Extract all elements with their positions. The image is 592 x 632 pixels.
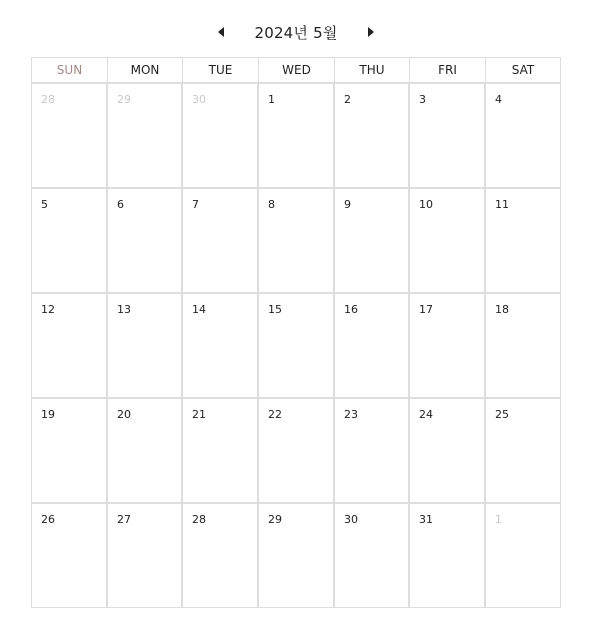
- day-number: 17: [419, 303, 433, 316]
- day-number: 29: [268, 513, 282, 526]
- weekday-fri: FRI: [410, 58, 486, 84]
- day-cell[interactable]: [486, 84, 561, 189]
- week-row: [32, 189, 561, 294]
- day-number: 16: [344, 303, 358, 316]
- day-cell[interactable]: [108, 189, 183, 294]
- day-cell[interactable]: [335, 399, 410, 504]
- day-number: 1: [268, 93, 275, 106]
- day-number: 30: [344, 513, 358, 526]
- weekday-header-row: [32, 58, 561, 84]
- calendar-header: [0, 18, 592, 46]
- day-cell[interactable]: [183, 294, 259, 399]
- week-row: [32, 84, 561, 189]
- day-cell[interactable]: [108, 399, 183, 504]
- day-number: 9: [344, 198, 351, 211]
- next-month-button[interactable]: [360, 21, 382, 43]
- caret-right-icon: [368, 27, 374, 37]
- day-cell[interactable]: [335, 189, 410, 294]
- day-cell[interactable]: [259, 399, 335, 504]
- day-cell[interactable]: [335, 504, 410, 608]
- day-cell[interactable]: [259, 189, 335, 294]
- day-number: 23: [344, 408, 358, 421]
- day-number: 14: [192, 303, 206, 316]
- day-number: 25: [495, 408, 509, 421]
- day-number: 4: [495, 93, 502, 106]
- day-cell-outside-month[interactable]: [32, 84, 108, 189]
- day-cell[interactable]: [486, 294, 561, 399]
- day-number: 30: [192, 93, 206, 106]
- day-number: 26: [41, 513, 55, 526]
- day-number: 6: [117, 198, 124, 211]
- day-cell[interactable]: [335, 84, 410, 189]
- weekday-tue: TUE: [183, 58, 259, 84]
- day-number: 29: [117, 93, 131, 106]
- day-cell[interactable]: [32, 189, 108, 294]
- weekday-thu: THU: [335, 58, 410, 84]
- day-cell[interactable]: [259, 294, 335, 399]
- day-cell[interactable]: [486, 399, 561, 504]
- day-cell[interactable]: [32, 294, 108, 399]
- day-cell[interactable]: [410, 294, 486, 399]
- weekday-wed: WED: [259, 58, 335, 84]
- month-grid: [31, 57, 561, 608]
- day-cell[interactable]: [32, 504, 108, 608]
- day-number: 27: [117, 513, 131, 526]
- week-row: [32, 504, 561, 608]
- day-cell-outside-month[interactable]: [486, 504, 561, 608]
- day-cell[interactable]: [335, 294, 410, 399]
- day-number: 13: [117, 303, 131, 316]
- day-cell[interactable]: [32, 399, 108, 504]
- week-row: [32, 294, 561, 399]
- weekday-sat: SAT: [486, 58, 561, 84]
- day-number: 1: [495, 513, 502, 526]
- day-number: 19: [41, 408, 55, 421]
- day-number: 11: [495, 198, 509, 211]
- day-number: 20: [117, 408, 131, 421]
- day-number: 2: [344, 93, 351, 106]
- day-number: 21: [192, 408, 206, 421]
- day-number: 22: [268, 408, 282, 421]
- day-cell-outside-month[interactable]: [108, 84, 183, 189]
- day-cell[interactable]: [183, 189, 259, 294]
- day-number: 5: [41, 198, 48, 211]
- day-number: 28: [41, 93, 55, 106]
- weekday-sun: SUN: [32, 58, 108, 84]
- day-number: 8: [268, 198, 275, 211]
- day-cell[interactable]: [486, 189, 561, 294]
- weeks-container: [32, 84, 561, 608]
- day-cell[interactable]: [183, 399, 259, 504]
- day-number: 12: [41, 303, 55, 316]
- day-cell[interactable]: [108, 504, 183, 608]
- month-title: 2024년 5월: [254, 23, 338, 42]
- day-cell[interactable]: [259, 504, 335, 608]
- day-number: 18: [495, 303, 509, 316]
- day-cell[interactable]: [410, 504, 486, 608]
- day-cell[interactable]: [108, 294, 183, 399]
- day-cell[interactable]: [183, 504, 259, 608]
- day-number: 28: [192, 513, 206, 526]
- week-row: [32, 399, 561, 504]
- prev-month-button[interactable]: [210, 21, 232, 43]
- weekday-mon: MON: [108, 58, 183, 84]
- day-cell[interactable]: [410, 84, 486, 189]
- day-number: 7: [192, 198, 199, 211]
- caret-left-icon: [218, 27, 224, 37]
- day-cell[interactable]: [410, 189, 486, 294]
- day-cell[interactable]: [410, 399, 486, 504]
- day-number: 24: [419, 408, 433, 421]
- day-cell[interactable]: [259, 84, 335, 189]
- day-cell-outside-month[interactable]: [183, 84, 259, 189]
- day-number: 3: [419, 93, 426, 106]
- day-number: 31: [419, 513, 433, 526]
- day-number: 10: [419, 198, 433, 211]
- day-number: 15: [268, 303, 282, 316]
